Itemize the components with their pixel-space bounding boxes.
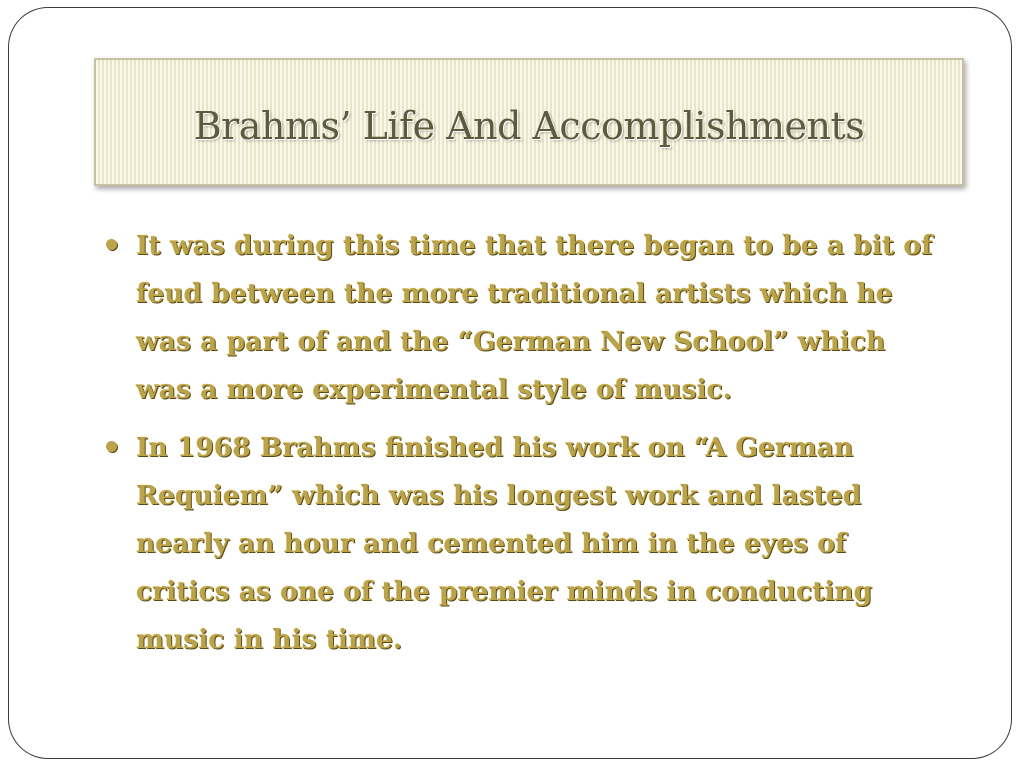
title-box (94, 58, 964, 186)
bullet-list (106, 222, 946, 674)
bullet-item-2 (106, 424, 946, 664)
bullet-dot-icon (106, 239, 117, 250)
bullet-text-2: In 1968 Brahms finished his work on “A German Requiem” which was his longest work and lasted nearly an hour and cemented him in the eyes of critics as one of the premier minds in conducting music in his time. (136, 432, 873, 655)
slide-title: Brahms’ Life And Accomplishments (193, 104, 865, 148)
bullet-dot-icon (106, 441, 117, 452)
bullet-item-1 (106, 222, 946, 414)
bullet-text-1: It was during this time that there began to be a bit of feud between the more traditional artists which he was a part of and the “German New School” which was a more experimental style of music. (136, 230, 933, 405)
